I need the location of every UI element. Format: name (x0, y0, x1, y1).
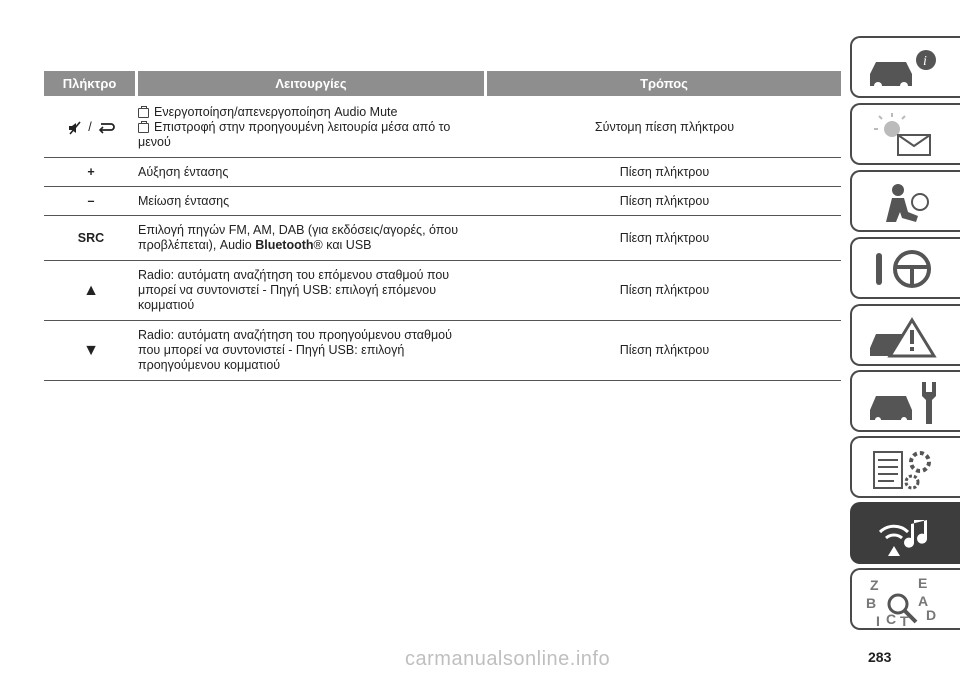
index-letter: Z (870, 577, 879, 593)
bluetooth-label: Bluetooth (255, 238, 314, 252)
header-functions: Λειτουργίες (138, 71, 484, 96)
warning-lights-icon (864, 111, 948, 161)
function-text: που μπορεί να συντονιστεί - Πηγή USB: επιλογή (138, 343, 405, 357)
function-text: Επιλογή πηγών FM, AM, DAB (για εκδόσεις/αγορές, όπου (138, 223, 459, 237)
watermark: carmanualsonline.info (405, 648, 611, 670)
key-cell: + (87, 164, 95, 179)
controls-table (44, 71, 841, 381)
tab-multimedia[interactable] (850, 502, 960, 564)
function-text (138, 238, 488, 253)
car-info-icon (864, 44, 948, 94)
function-cell (138, 261, 488, 320)
table-row (44, 158, 841, 187)
table-row (44, 321, 841, 381)
key-cell: SRC (77, 230, 105, 245)
index-letter: A (918, 593, 929, 609)
table-row (44, 98, 841, 158)
tab-emergency[interactable] (850, 304, 960, 366)
index-icon (864, 576, 948, 628)
mode-cell: Πίεση πλήκτρου (619, 164, 710, 179)
mute-icon (67, 120, 83, 136)
function-text: Επιστροφή στην προηγουμένη λειτουρία μέσα από το (154, 120, 451, 134)
multimedia-icon (864, 510, 948, 560)
tab-index[interactable] (850, 568, 960, 630)
steering-key-icon (864, 245, 948, 295)
mode-cell: Σύντομη πίεση πλήκτρου (594, 120, 735, 134)
function-text: προηγούμενου κομματιού (138, 358, 281, 372)
function-text: κομματιού (138, 298, 195, 312)
index-letter: E (918, 576, 928, 591)
tab-car-info[interactable] (850, 36, 960, 98)
return-icon (97, 122, 115, 134)
function-cell (138, 321, 488, 380)
function-text: μπορεί να συντονιστεί - Πηγή USB: επιλογή επόμενου (138, 283, 437, 297)
function-cell (138, 98, 488, 157)
mode-cell: Πίεση πλήκτρου (619, 283, 710, 297)
index-letter: C (886, 611, 897, 627)
function-cell (138, 216, 488, 260)
function-text: Ενεργοποίηση/απενεργοποίηση Audio Mute (154, 105, 398, 119)
emergency-icon (864, 312, 948, 362)
index-letter: T (900, 613, 909, 628)
button-icon (138, 108, 149, 118)
maintenance-icon (864, 378, 948, 428)
tab-technical-data[interactable] (850, 436, 960, 498)
table-row (44, 216, 841, 261)
index-letter: B (866, 595, 877, 611)
header-mode: Τρόπος (487, 71, 841, 96)
down-arrow-icon: ▼ (83, 341, 99, 359)
function-text-part: ® και USB (313, 238, 372, 252)
tab-warning-lights[interactable] (850, 103, 960, 165)
tab-maintenance[interactable] (850, 370, 960, 432)
table-row (44, 187, 841, 216)
function-cell: Αύξηση έντασης (138, 164, 229, 179)
mode-cell: Πίεση πλήκτρου (619, 343, 710, 357)
technical-data-icon (864, 444, 948, 494)
mode-cell: Πίεση πλήκτρου (619, 193, 710, 208)
function-cell: Μείωση έντασης (138, 193, 230, 208)
key-cell (44, 98, 138, 157)
function-text: Radio: αυτόματη αναζήτηση του επόμενου σταθμού που (138, 268, 450, 282)
header-key: Πλήκτρο (44, 71, 135, 96)
page-number: 283 (868, 649, 892, 665)
key-separator: / (88, 120, 92, 134)
table-row (44, 261, 841, 321)
svg-text:i: i (923, 54, 927, 69)
function-text-part: προβλέπεται), Audio (138, 238, 256, 252)
up-arrow-icon: ▲ (83, 281, 99, 299)
function-text: Radio: αυτόματη αναζήτηση του προηγούμενου σταθμού (138, 328, 452, 342)
safety-airbag-icon (864, 178, 948, 228)
button-icon (138, 123, 149, 133)
table-header (44, 71, 841, 96)
tab-steering[interactable] (850, 237, 960, 299)
key-cell: – (87, 193, 95, 208)
index-letter: I (876, 613, 880, 628)
mode-cell: Πίεση πλήκτρου (619, 230, 710, 245)
function-text: μενού (138, 135, 171, 149)
index-letter: D (926, 607, 937, 623)
tab-safety[interactable] (850, 170, 960, 232)
